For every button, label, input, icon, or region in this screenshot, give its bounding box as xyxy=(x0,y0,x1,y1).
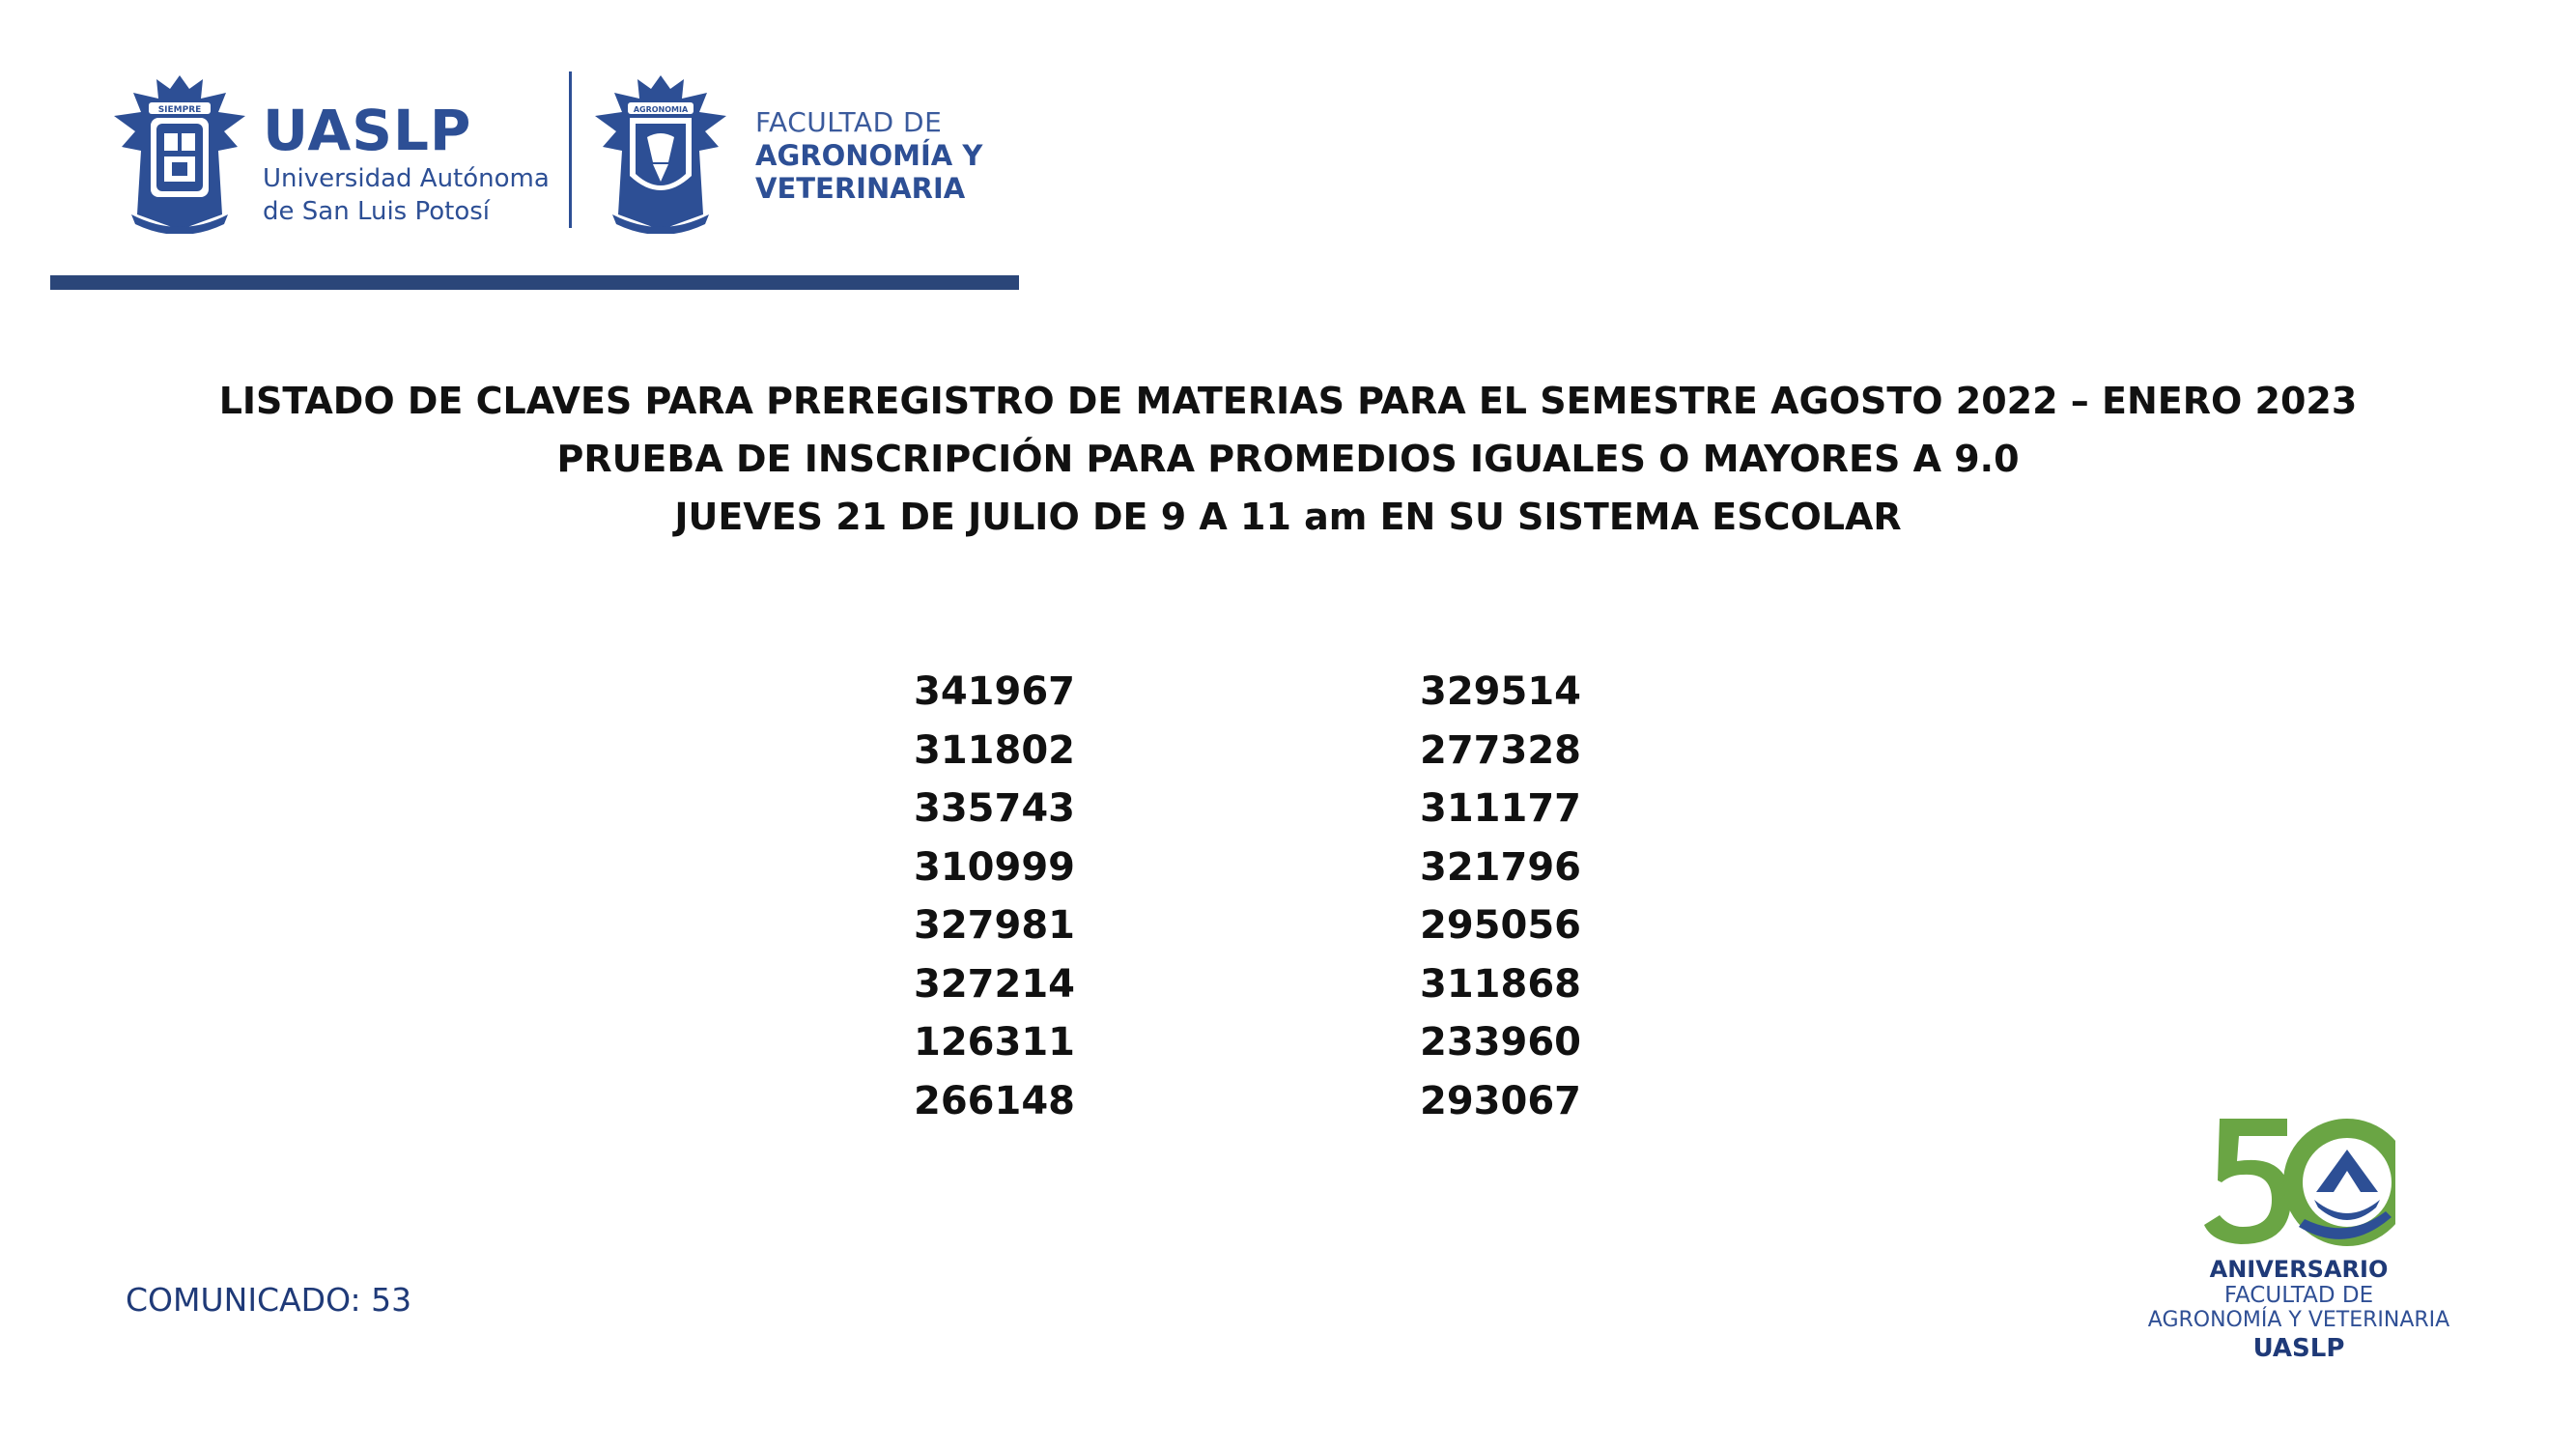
header-rule xyxy=(50,275,1019,290)
header-divider xyxy=(569,71,572,228)
faculty-line3: VETERINARIA xyxy=(755,172,966,205)
header-logos xyxy=(50,58,1016,251)
anniversary-line3: AGRONOMÍA Y VETERINARIA xyxy=(2147,1308,2450,1332)
uaslp-name-line2: de San Luis Potosí xyxy=(263,197,491,226)
code-item: 311177 xyxy=(1420,786,1581,831)
anniversary-line4: UASLP xyxy=(2252,1334,2345,1363)
code-item: 311802 xyxy=(914,727,1075,773)
code-item: 233960 xyxy=(1420,1020,1581,1065)
faculty-line1: FACULTAD DE xyxy=(755,106,943,138)
uaslp-crest-icon xyxy=(110,70,250,234)
anniversary-50-icon xyxy=(2202,1111,2395,1251)
code-item: 293067 xyxy=(1420,1078,1581,1123)
code-item: 126311 xyxy=(914,1020,1075,1065)
code-item: 277328 xyxy=(1420,727,1581,773)
code-item: 335743 xyxy=(914,786,1075,831)
svg-text:SIEMPRE: SIEMPRE xyxy=(157,105,202,115)
code-item: 329514 xyxy=(1420,669,1581,714)
faculty-crest-icon xyxy=(591,70,731,234)
code-item: 327981 xyxy=(914,903,1075,948)
code-item: 295056 xyxy=(1420,903,1581,948)
code-item: 327214 xyxy=(914,961,1075,1007)
title-line3: JUEVES 21 DE JULIO DE 9 A 11 am EN SU SISTEMA ESCOLAR xyxy=(674,496,1902,538)
comunicado-number: COMUNICADO: 53 xyxy=(126,1281,412,1319)
anniversary-line2: FACULTAD DE xyxy=(2223,1283,2374,1308)
uaslp-wordmark xyxy=(263,99,550,228)
title-line1: LISTADO DE CLAVES PARA PREREGISTRO DE MATERIAS PARA EL SEMESTRE AGOSTO 2022 – ENERO 2023 xyxy=(218,380,2358,422)
anniversary-text xyxy=(2106,1256,2492,1364)
anniversary-title: ANIVERSARIO xyxy=(2209,1256,2389,1283)
faculty-line2: AGRONOMÍA Y xyxy=(755,139,983,172)
code-item: 311868 xyxy=(1420,961,1581,1007)
code-item: 310999 xyxy=(914,844,1075,890)
document-title xyxy=(0,372,2576,546)
code-item: 341967 xyxy=(914,669,1075,714)
anniversary-logo xyxy=(2106,1111,2492,1391)
uaslp-name-line1: Universidad Autónoma xyxy=(263,164,550,193)
faculty-wordmark xyxy=(755,106,982,205)
uaslp-acronym: UASLP xyxy=(263,98,472,163)
code-item: 266148 xyxy=(914,1078,1075,1123)
code-item: 321796 xyxy=(1420,844,1581,890)
codes-column-right xyxy=(1420,663,1581,1130)
codes-column-left xyxy=(914,663,1075,1130)
title-line2: PRUEBA DE INSCRIPCIÓN PARA PROMEDIOS IGUALES O MAYORES A 9.0 xyxy=(556,438,2020,480)
svg-text:AGRONOMIA: AGRONOMIA xyxy=(633,105,689,114)
